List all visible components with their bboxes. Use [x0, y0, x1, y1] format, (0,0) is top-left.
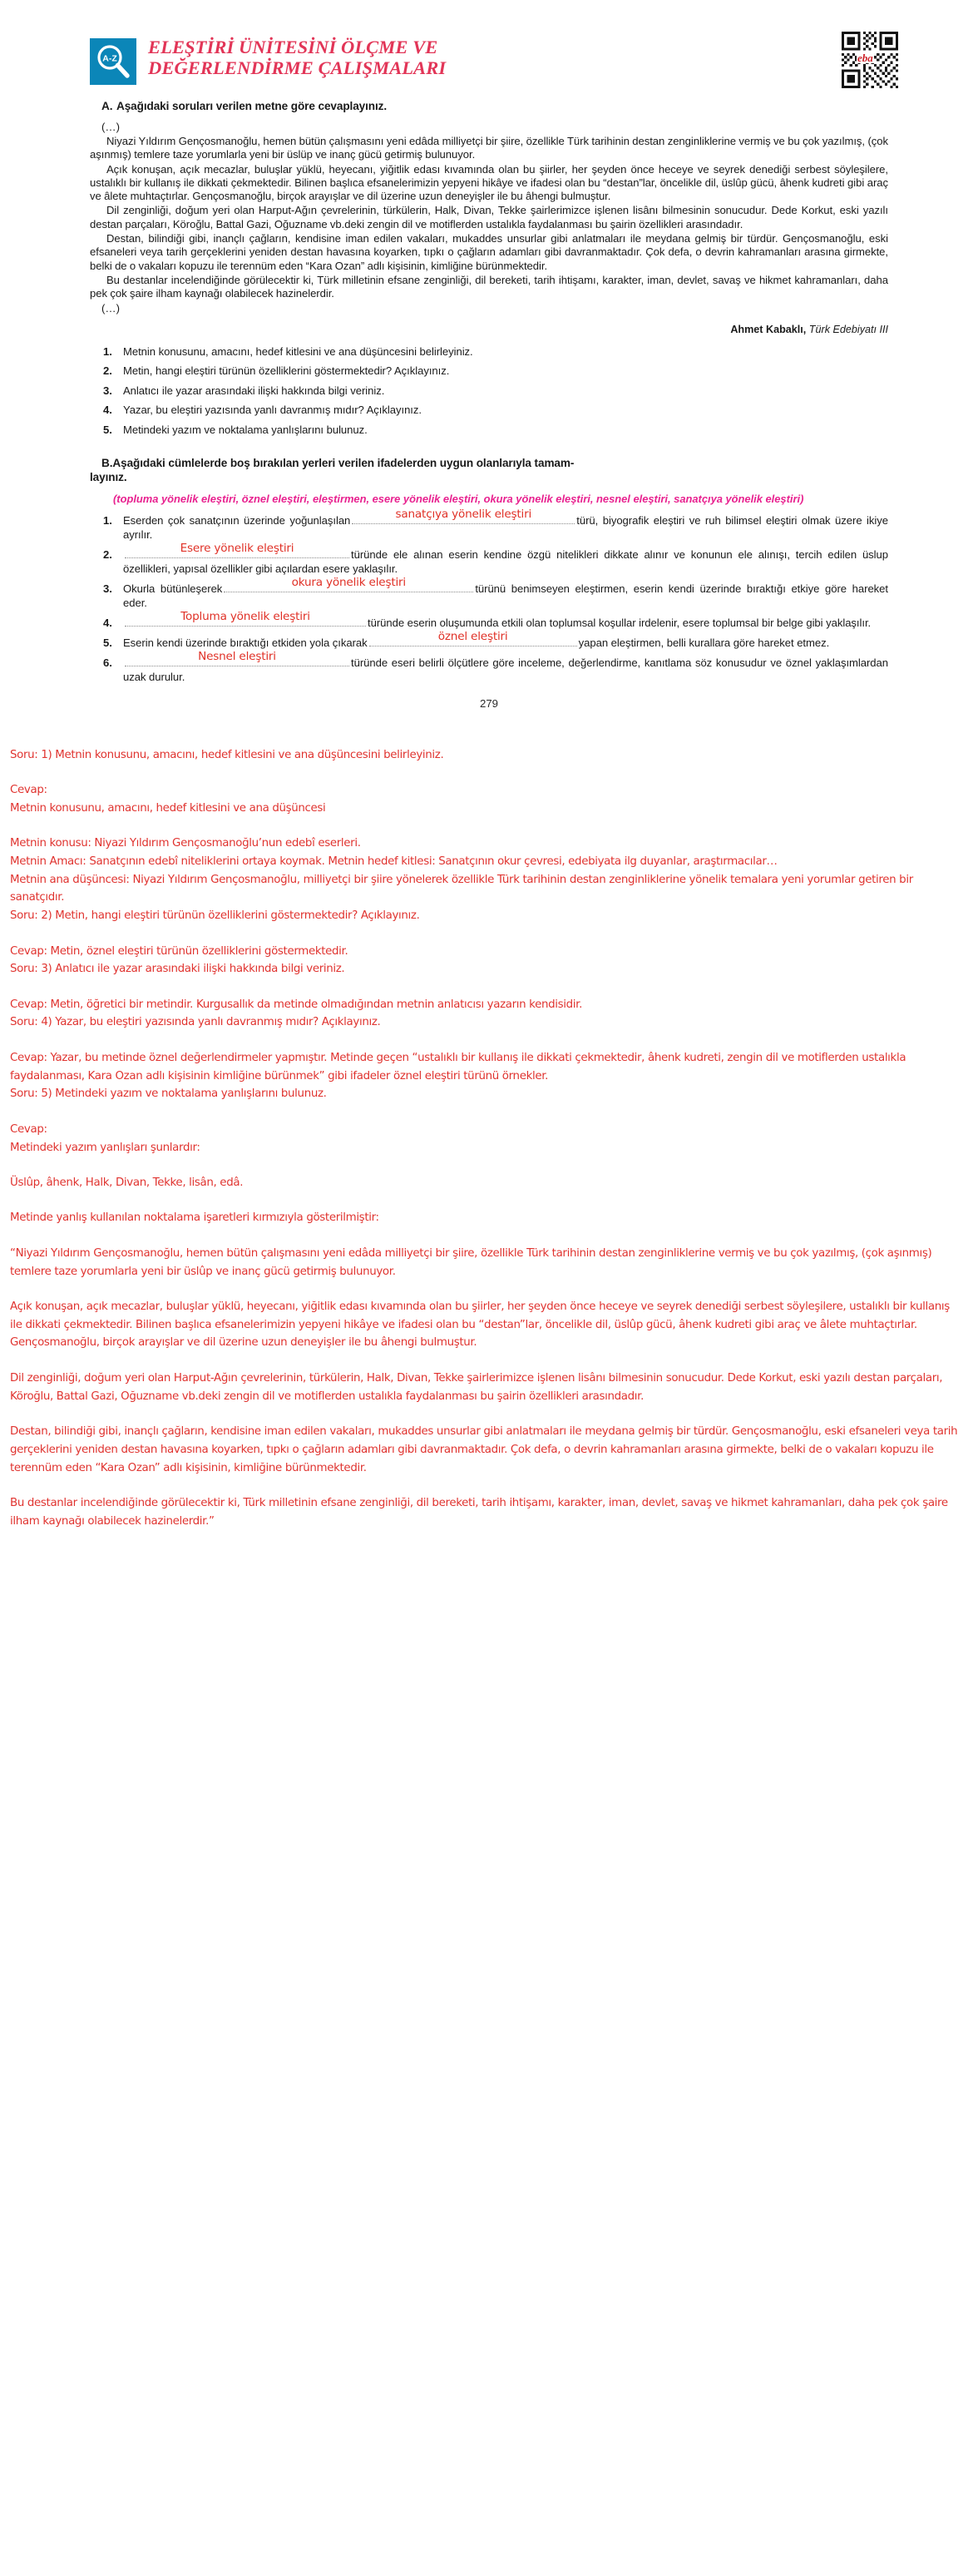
- answer-line: Üslûp, âhenk, Halk, Divan, Tekke, lisân, edâ.: [10, 1176, 244, 1189]
- reading-paragraph: Destan, bilindiği gibi, inançlı çağların, kendisine iman edilen vakaları, mukaddes unsurlar gibi anlatmaları ile meydana gelmiş bir türdür. Gençosmanoğlu, eski efsaneleri veya tarih gerçeklerini yeniden destan havasına koyarken, tıpkı o çağların adamları gibi davranmaktadır. Çok defa, o devrin kahramanları arasına girmekte, belki de o vakaları kopuzu ile terennüm eden “Kara Ozan” adlı kişisinin, kimliğine bürünmektedir.: [90, 232, 888, 272]
- fill-in-answer: öznel eleştiri: [437, 629, 508, 643]
- fill-in-number: 2.: [103, 547, 112, 561]
- fill-in-answer: Nesnel eleştiri: [198, 649, 276, 663]
- question-item: [90, 404, 888, 418]
- answer-line: Cevap: Metin, öznel eleştiri türünün özelliklerini göstermektedir.: [10, 944, 348, 958]
- fill-in-text-before: Eserden çok sanatçının üzerinde yoğunlaşılan: [123, 513, 351, 527]
- fill-in-item: [90, 649, 888, 684]
- fill-in-blank[interactable]: [125, 649, 349, 666]
- attribution-work: Türk Edebiyatı III: [808, 323, 888, 335]
- fill-in-item: [90, 575, 888, 610]
- page-title-line1: ELEŞTİRİ ÜNİTESİNİ ÖLÇME VE: [148, 37, 438, 57]
- answer-line: Açık konuşan, açık mecazlar, buluşlar yüklü, heyecanı, yiğitlik edası kıvamında olan bu şiirler, her şeyden önce heceye ve seyrek denediği serbest söyleşilere, ustalıklı bir kullanış ile dikkati çekmektedir. Bilinen başlıca efsanelerimizin yepyeni hikâye ve ifadesi olan bu “destan”lar, öncelikle dil, üslûp gücü, âhenk kudreti gibi araç ve âlete muhtaçtırlar. Gençosmanoğlu, birçok arayışlar ve dil üzerine uzun deneyişler ile bu âhengi bulmuştur.: [10, 1300, 950, 1350]
- question-number: 1.: [103, 344, 112, 358]
- svg-text:A-Z: A-Z: [102, 53, 117, 64]
- answer-line: Soru: 1) Metnin konusunu, amacını, hedef kitlesini ve ana düşüncesini belirleyiniz.: [10, 748, 444, 761]
- reading-paragraph: Dil zenginliği, doğum yeri olan Harput-Ağın çevrelerinin, türkülerin, Halk, Divan, Tekke şairlerimizce işlenen lisânı bilmesinin sonucudur. Dede Korkut, eski yazılı destan parçaları, Köroğlu, Battal Gazi, Oğuzname vb.deki zengin dil ve motiflerden ustalıkla faydalanması bu şairin özellikleri arasındadır.: [90, 204, 888, 230]
- answer-line: Metindeki yazım yanlışları şunlardır:: [10, 1141, 200, 1154]
- eba-logo: eba: [857, 52, 873, 64]
- word-bank: (topluma yönelik eleştiri, öznel eleştiri, eleştirmen, esere yönelik eleştiri, okura yönelik eleştiri, nesnel eleştiri, sanatçıya yönelik eleştiri): [113, 493, 804, 506]
- fill-in-text-after: türünde ele alınan eserin kendine özgü nitelikleri dikkate alınır ve konunun ele alınışı, tercih edilen üslup özellikleri, yapısal özellikler gibi açılardan esere yaklaşılır.: [123, 547, 888, 575]
- ellipsis-top: (…): [101, 121, 120, 133]
- answer-line: Cevap: Metin, öğretici bir metindir. Kurgusallık da metinde olmadığından metnin anlatıcısı yazarın kendisidir.: [10, 998, 582, 1011]
- answer-line: Metinde yanlış kullanılan noktalama işaretleri kırmızıyla gösterilmiştir:: [10, 1211, 379, 1225]
- question-text: Metin, hangi eleştiri türünün özelliklerini göstermektedir? Açıklayınız.: [123, 364, 450, 378]
- section-b-letter: B.: [101, 456, 113, 469]
- answer-key-block: [0, 725, 978, 1556]
- fill-in-number: 5.: [103, 636, 112, 649]
- section-b-heading-line1: Aşağıdaki cümlelerde boş bırakılan yerleri verilen ifadelerden uygun olanlarıyla tamam-: [112, 456, 575, 469]
- fill-in-answer: Topluma yönelik eleştiri: [180, 609, 310, 623]
- fill-in-item: [90, 609, 888, 630]
- fill-in-number: 6.: [103, 656, 112, 669]
- reading-paragraph: Bu destanlar incelendiğinde görülecektir ki, Türk milletinin efsane zenginliği, dil bereketi, tarih ihtişamı, karakter, iman, devlet, savaş ve hikmet kahramanları, daha pek çok şaire ilham kaynağı olabilecek hazinelerdir.: [90, 273, 888, 300]
- attribution: [90, 324, 888, 335]
- question-item: [90, 384, 888, 399]
- section-a-heading: [101, 100, 888, 112]
- question-item: [90, 424, 888, 438]
- answer-line: Destan, bilindiği gibi, inançlı çağların, kendisine iman edilen vakaları, mukaddes unsurlar gibi anlatmaları ile meydana gelmiş bir türdür. Gençosmanoğlu, eski efsaneleri veya tarih gerçeklerini yeniden destan havasına koyarken, tıpkı o çağların adamları gibi davranmaktadır. Çok defa, o devrin kahramanları arasına girmekte, belki de o vakaları kopuzu ile terennüm eden “Kara Ozan” adlı kişisinin, kimliğine bürünmektedir.: [10, 1425, 958, 1474]
- answer-line: Soru: 3) Anlatıcı ile yazar arasındaki ilişki hakkında bilgi veriniz.: [10, 963, 345, 976]
- question-number: 3.: [103, 384, 112, 397]
- question-item: [90, 364, 888, 379]
- answer-line: Soru: 4) Yazar, bu eleştiri yazısında yanlı davranmış mıdır? Açıklayınız.: [10, 1016, 381, 1029]
- fill-in-answer: sanatçıya yönelik eleştiri: [395, 507, 532, 521]
- answer-line: Soru: 2) Metin, hangi eleştiri türünün özelliklerini göstermektedir? Açıklayınız.: [10, 909, 420, 923]
- answer-line: Metnin ana düşüncesi: Niyazi Yıldırım Gençosmanoğlu, milliyetçi bir şiire yönelerek özellikle Türk tarihinin destan zenginliklerine yönelik temalara yeni yorumlar getiren bir sanatçıdır.: [10, 873, 913, 904]
- question-number: 5.: [103, 424, 112, 437]
- fill-in-text-after: yapan eleştirmen, belli kurallara göre hareket etmez.: [578, 636, 830, 649]
- question-list: [90, 345, 888, 438]
- fill-in-number: 4.: [103, 616, 112, 629]
- fill-in-text-before: Eserin kendi üzerinde bıraktığı etkiden yola çıkarak: [123, 636, 368, 649]
- fill-in-answer: okura yönelik eleştiri: [291, 575, 406, 589]
- ellipsis-bottom: (…): [101, 301, 120, 315]
- fill-in-text-after: türünü benimseyen eleştirmen, eserin kendi üzerinde bıraktığı etkiye göre hareket eder.: [123, 582, 888, 609]
- answer-line: “Niyazi Yıldırım Gençosmanoğlu, hemen bütün çalışmasını yeni edâda milliyetçi bir şiire, özellikle Türk tarihinin destan zenginliklerine vermiş ve bu çok yazılmış, (çok aşınmış) temlere taze yorumlarla yeni bir üslûp ve inanç gücü getirmiş bulunuyor.: [10, 1246, 932, 1278]
- attribution-author: Ahmet Kabaklı,: [730, 323, 807, 335]
- fill-in-answer: Esere yönelik eleştiri: [180, 541, 294, 555]
- fill-in-blank[interactable]: [125, 541, 349, 558]
- section-b-heading: [90, 456, 888, 485]
- question-number: 2.: [103, 364, 112, 378]
- answer-line: Cevap: Yazar, bu metinde öznel değerlendirmeler yapmıştır. Metinde geçen “ustalıklı bir kullanış ile dikkati çekmektedir, âhenk kudreti, zengin dil ve motiflerden ustalıkla faydalanması, Kara Ozan adlı kişisinin kimliğine bürünmek” gibi ifadeler öznel eleştiri türünü örnekler.: [10, 1051, 906, 1082]
- question-text: Metindeki yazım ve noktalama yanlışlarını bulunuz.: [123, 424, 368, 437]
- qr-code[interactable]: [842, 32, 898, 88]
- answer-line: Dil zenginliği, doğum yeri olan Harput-Ağın çevrelerinin, türkülerin, Halk, Divan, Tekke şairlerimizce işlenen lisânı bilmesinin sonucudur. Dede Korkut, eski yazılı destan parçaları, Köroğlu, Battal Gazi, Oğuzname vb.deki zengin dil ve motiflerden ustalıkla faydalanması bu şairin özellikleri arasındadır.: [10, 1371, 943, 1403]
- fill-in-blank[interactable]: [224, 575, 473, 592]
- question-text: Metnin konusunu, amacını, hedef kitlesini ve ana düşüncesini belirleyiniz.: [123, 344, 473, 358]
- fill-in-blank[interactable]: [369, 629, 577, 646]
- section-b-heading-line2: layınız.: [90, 471, 127, 484]
- question-text: Anlatıcı ile yazar arasındaki ilişki hakkında bilgi veriniz.: [123, 384, 385, 397]
- reading-paragraph: Açık konuşan, açık mecazlar, buluşlar yüklü, heyecanı, yiğitlik edası kıvamında olan bu şiirler, her şeyden önce heceye ve seyrek denediği serbest söyleşilere, ustalıklı bir kullanış ile dikkati çekmektedir. Bilinen başlıca efsanelerimizin yepyeni hikâye ve ifadesi olan bu “destan”lar, öncelikle dil, üslûp gücü, âhenk kudreti gibi araç ve âlete muhtaçtırlar. Gençosmanoğlu, birçok arayışlar ve dil üzerine uzun deneyişler ile bu âhengi bulmuştur.: [90, 162, 888, 203]
- answer-line: Bu destanlar incelendiğinde görülecektir ki, Türk milletinin efsane zenginliği, dil bereketi, tarih ihtişamı, karakter, iman, devlet, savaş ve hikmet kahramanları, daha pek çok şaire ilham kaynağı olabilecek hazinelerdir.”: [10, 1497, 948, 1528]
- answer-line: Metnin Amacı: Sanatçının edebî niteliklerini ortaya koymak. Metnin hedef kitlesi: Sanatçının okur çevresi, edebiyata ilg duyanlar, araştırmacılar…: [10, 855, 778, 868]
- fill-in-text-after: türü, biyografik eleştiri ve ruh bilimsel eleştiri olmak üzere ikiye ayrılır.: [123, 513, 888, 541]
- question-text: Yazar, bu eleştiri yazısında yanlı davranmış mıdır? Açıklayınız.: [123, 404, 422, 417]
- answer-line: Soru: 5) Metindeki yazım ve noktalama yanlışlarını bulunuz.: [10, 1087, 327, 1101]
- fill-in-item: [90, 541, 888, 576]
- fill-in-number: 1.: [103, 513, 112, 527]
- section-a-heading-text: Aşağıdaki soruları verilen metne göre cevaplayınız.: [116, 100, 388, 112]
- answer-line: Metnin konusu: Niyazi Yıldırım Gençosmanoğlu’nun edebî eserleri.: [10, 837, 361, 850]
- fill-in-item: [90, 629, 888, 650]
- fill-in-number: 3.: [103, 582, 112, 595]
- fill-in-text-before: Okurla bütünleşerek: [123, 582, 223, 595]
- fill-in-text-after: türünde eseri belirli ölçütlere göre inceleme, değerlendirme, kanıtlama söz konusudur ve öznel yaklaşımlardan uzak durulur.: [123, 656, 888, 683]
- search-az-icon: [90, 38, 136, 85]
- reading-paragraph: Niyazi Yıldırım Gençosmanoğlu, hemen bütün çalışmasını yeni edâda milliyetçi bir şiire, özellikle Türk tarihinin destan zenginliklerine vermiş ve bu çok yazılmış, (çok aşınmış) temlere taze yorumlarla yeni bir üslüp ve inanç gücü getirmiş bulunuyor.: [90, 135, 888, 161]
- fill-in-text-after: türünde eserin oluşumunda etkili olan toplumsal koşullar irdelenir, esere toplumsal bir belge gibi yaklaşılır.: [368, 616, 872, 629]
- question-item: [90, 345, 888, 359]
- fill-in-blank[interactable]: [125, 609, 366, 627]
- fill-in-item: [90, 507, 888, 542]
- fill-in-blank[interactable]: [352, 507, 575, 524]
- workbook-page-scan: [0, 0, 978, 725]
- page-title: [148, 37, 446, 79]
- section-a-letter: A.: [101, 100, 113, 112]
- page-number: 279: [479, 696, 498, 710]
- answer-line: Metnin konusunu, amacını, hedef kitlesini ve ana düşüncesi: [10, 801, 326, 815]
- answer-line: Cevap:: [10, 784, 47, 797]
- answer-line: Cevap:: [10, 1122, 47, 1136]
- page-title-line2: DEĞERLENDİRME ÇALIŞMALARI: [148, 57, 447, 78]
- page-header: [90, 0, 888, 93]
- question-number: 4.: [103, 404, 112, 417]
